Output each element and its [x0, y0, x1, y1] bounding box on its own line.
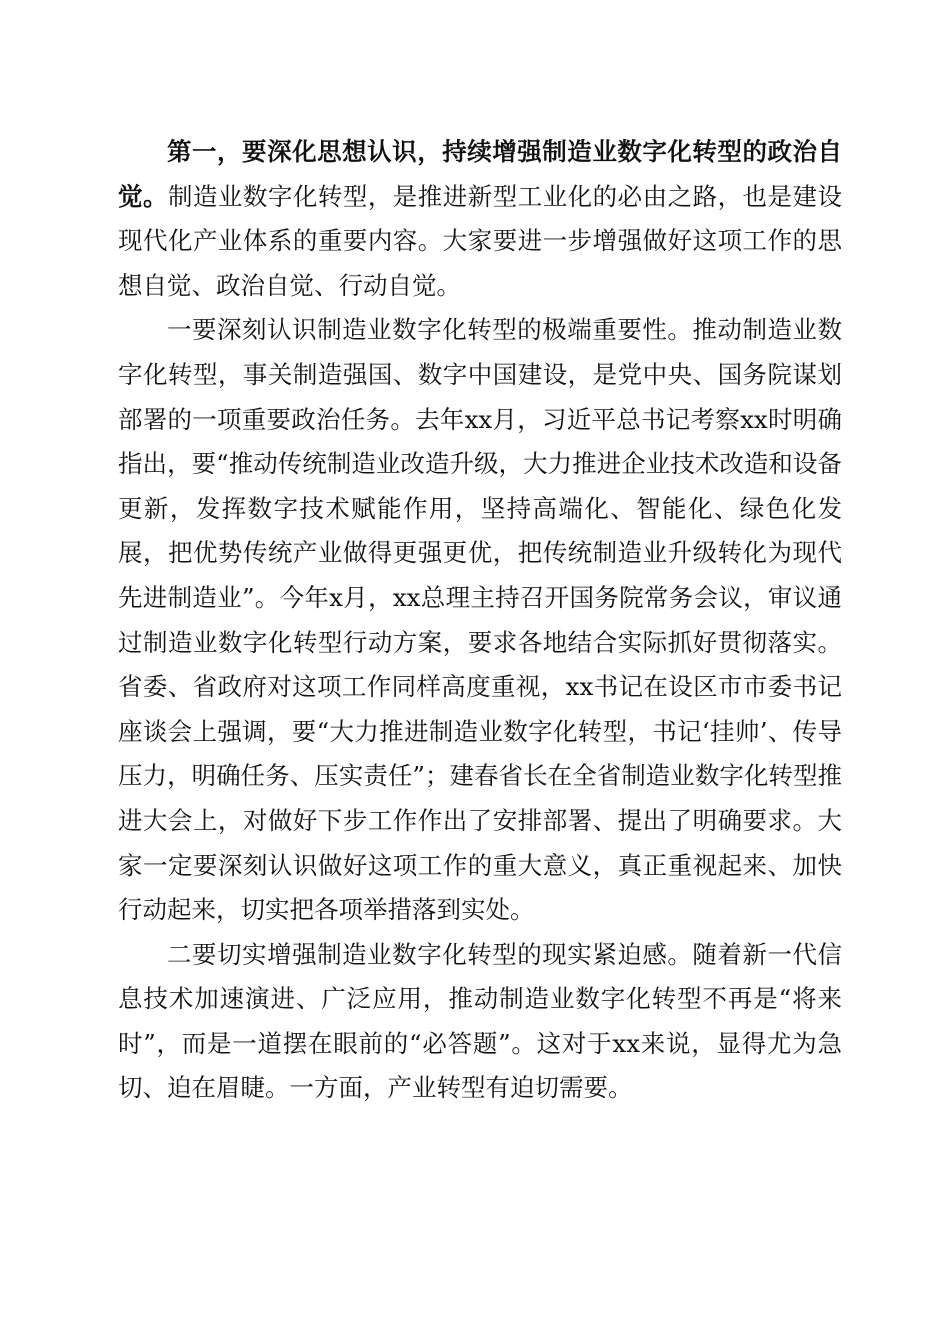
paragraph-3: [118, 933, 842, 1111]
paragraph-3-text: 二要切实增强制造业数字化转型的现实紧迫感。随着新一代信息技术加速演进、广泛应用，推动制造业数字化转型不再是“将来时”，而是一道摆在眼前的“必答题”。这对于xx来说，显得尤为急切、迫在眉睫。一方面，产业转型有迫切需要。: [118, 939, 842, 1103]
paragraph-2: [118, 308, 842, 932]
paragraph-1-heading: 第一，要深化思想认识，持续增强制造业数字化转型的政治自觉。: [118, 137, 842, 211]
paragraph-1: [118, 130, 842, 308]
paragraph-2-text: 一要深刻认识制造业数字化转型的极端重要性。推动制造业数字化转型，事关制造强国、数字中国建设，是党中央、国务院谋划部署的一项重要政治任务。去年xx月，习近平总书记考察xx时明确指出，要“推动传统制造业改造升级，大力推进企业技术改造和设备更新，发挥数字技术赋能作用，坚持高端化、智能化、绿色化发展，把优势传统产业做得更强更优，把传统制造业升级转化为现代先进制造业”。今年x月，xx总理主持召开国务院常务会议，审议通过制造业数字化转型行动方案，要求各地结合实际抓好贯彻落实。省委、省政府对这项工作同样高度重视，xx书记在设区市市委书记座谈会上强调，要“大力推进制造业数字化转型，书记‘挂帅’、传导压力，明确任务、压实责任”；建春省长在全省制造业数字化转型推进大会上，对做好下步工作作出了安排部署、提出了明确要求。大家一定要深刻认识做好这项工作的重大意义，真正重视起来、加快行动起来，切实把各项举措落到实处。: [118, 315, 842, 925]
document-body: [118, 130, 842, 1111]
paragraph-1-text: 制造业数字化转型，是推进新型工业化的必由之路，也是建设现代化产业体系的重要内容。大家要进一步增强做好这项工作的思想自觉、政治自觉、行动自觉。: [118, 181, 843, 300]
